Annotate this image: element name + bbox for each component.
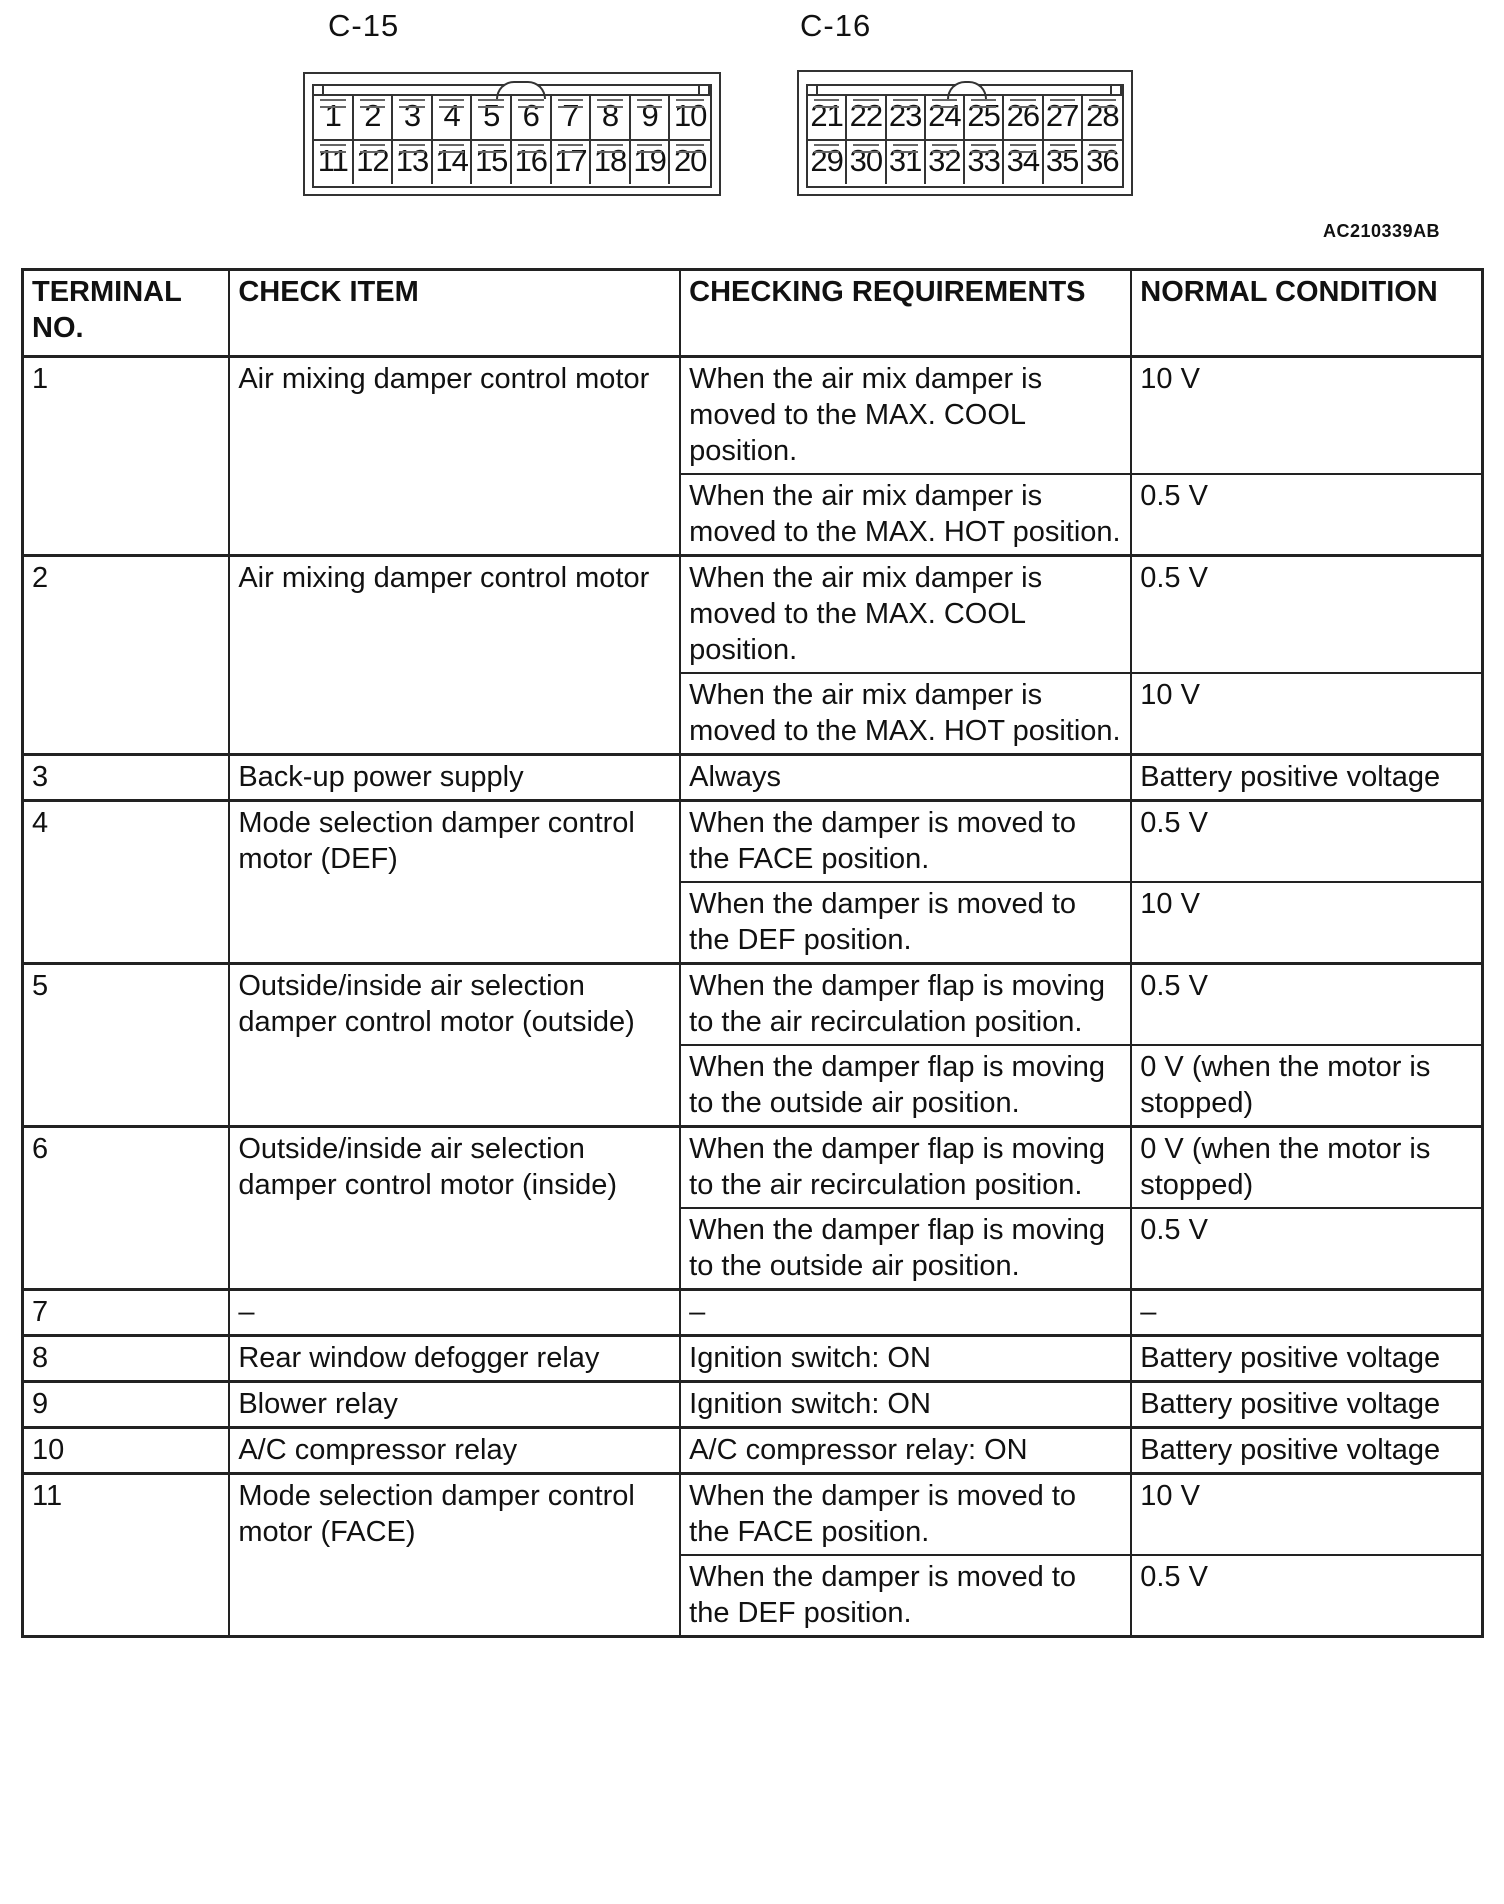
- connector-c16-pins: [808, 94, 1122, 184]
- connector-pin: 35: [1044, 139, 1083, 184]
- check-item-cell: Blower relay: [229, 1382, 680, 1428]
- normal-condition-cell: 10 V: [1131, 882, 1482, 964]
- checking-requirement-cell: Ignition switch: ON: [680, 1382, 1131, 1428]
- check-item-cell: –: [229, 1290, 680, 1336]
- check-item-cell: Rear window defogger relay: [229, 1336, 680, 1382]
- checking-requirement-cell: When the air mix damper is moved to the MAX. COOL position.: [680, 556, 1131, 674]
- checking-requirement-cell: –: [680, 1290, 1131, 1336]
- connector-pin: 1: [314, 94, 354, 139]
- connector-pin: 2: [354, 94, 394, 139]
- connector-pin: 28: [1083, 94, 1122, 139]
- checking-requirement-cell: When the damper is moved to the DEF position.: [680, 882, 1131, 964]
- check-item-cell: Outside/inside air selection damper control motor (outside): [229, 964, 680, 1127]
- connector-pin: 5: [472, 94, 512, 139]
- table-header-row: [23, 270, 1483, 357]
- normal-condition-cell: –: [1131, 1290, 1482, 1336]
- table-row: [23, 556, 1483, 674]
- header-normal-condition: NORMAL CONDITION: [1131, 270, 1482, 357]
- connector-pin: 14: [433, 139, 473, 184]
- connector-pin: 20: [670, 139, 710, 184]
- header-checking-requirements: CHECKING REQUIREMENTS: [680, 270, 1131, 357]
- connector-pin: 21: [808, 94, 847, 139]
- checking-requirement-cell: When the air mix damper is moved to the MAX. HOT position.: [680, 673, 1131, 755]
- normal-condition-cell: 0.5 V: [1131, 1555, 1482, 1637]
- terminal-number-cell: 11: [23, 1474, 230, 1637]
- table-row: [23, 357, 1483, 475]
- connector-pin: 31: [887, 139, 926, 184]
- normal-condition-cell: 0.5 V: [1131, 964, 1482, 1046]
- normal-condition-cell: 0.5 V: [1131, 801, 1482, 883]
- connector-pin: 10: [670, 94, 710, 139]
- normal-condition-cell: 10 V: [1131, 673, 1482, 755]
- table-row: [23, 1382, 1483, 1428]
- connector-pin: 19: [631, 139, 671, 184]
- checking-requirement-cell: A/C compressor relay: ON: [680, 1428, 1131, 1474]
- connector-pin: 36: [1083, 139, 1122, 184]
- normal-condition-cell: Battery positive voltage: [1131, 1428, 1482, 1474]
- connector-pin: 22: [847, 94, 886, 139]
- terminal-number-cell: 4: [23, 801, 230, 964]
- connector-pin: 13: [393, 139, 433, 184]
- terminal-check-table: [21, 268, 1484, 1638]
- checking-requirement-cell: Always: [680, 755, 1131, 801]
- checking-requirement-cell: Ignition switch: ON: [680, 1336, 1131, 1382]
- normal-condition-cell: 0.5 V: [1131, 1208, 1482, 1290]
- normal-condition-cell: 0 V (when the motor is stopped): [1131, 1127, 1482, 1209]
- connector-c16-diagram: [797, 70, 1133, 196]
- checking-requirement-cell: When the damper is moved to the FACE position.: [680, 801, 1131, 883]
- normal-condition-cell: Battery positive voltage: [1131, 755, 1482, 801]
- connector-pin: 9: [631, 94, 671, 139]
- checking-requirement-cell: When the damper is moved to the FACE position.: [680, 1474, 1131, 1556]
- connector-pin: 32: [926, 139, 965, 184]
- terminal-number-cell: 2: [23, 556, 230, 755]
- header-terminal-no: TERMINAL NO.: [23, 270, 230, 357]
- normal-condition-cell: 0 V (when the motor is stopped): [1131, 1045, 1482, 1127]
- table-row: [23, 1127, 1483, 1209]
- check-item-cell: Air mixing damper control motor: [229, 357, 680, 556]
- checking-requirement-cell: When the damper flap is moving to the outside air position.: [680, 1045, 1131, 1127]
- header-check-item: CHECK ITEM: [229, 270, 680, 357]
- checking-requirement-cell: When the damper flap is moving to the air recirculation position.: [680, 964, 1131, 1046]
- connector-label-c16: C-16: [800, 8, 872, 43]
- connector-pin: 11: [314, 139, 354, 184]
- normal-condition-cell: 0.5 V: [1131, 556, 1482, 674]
- checking-requirement-cell: When the air mix damper is moved to the MAX. HOT position.: [680, 474, 1131, 556]
- table-row: [23, 964, 1483, 1046]
- connector-pin: 12: [354, 139, 394, 184]
- connector-pin: 33: [965, 139, 1004, 184]
- connector-pin: 18: [591, 139, 631, 184]
- connector-pin: 6: [512, 94, 552, 139]
- checking-requirement-cell: When the damper flap is moving to the outside air position.: [680, 1208, 1131, 1290]
- connector-pin: 17: [552, 139, 592, 184]
- check-item-cell: Mode selection damper control motor (DEF): [229, 801, 680, 964]
- normal-condition-cell: 10 V: [1131, 1474, 1482, 1556]
- connector-pin: 7: [552, 94, 592, 139]
- table-body: [23, 357, 1483, 1637]
- terminal-number-cell: 6: [23, 1127, 230, 1290]
- connector-pin: 23: [887, 94, 926, 139]
- terminal-number-cell: 7: [23, 1290, 230, 1336]
- terminal-number-cell: 5: [23, 964, 230, 1127]
- checking-requirement-cell: When the damper flap is moving to the air recirculation position.: [680, 1127, 1131, 1209]
- checking-requirement-cell: When the air mix damper is moved to the MAX. COOL position.: [680, 357, 1131, 475]
- table-row: [23, 801, 1483, 883]
- normal-condition-cell: Battery positive voltage: [1131, 1336, 1482, 1382]
- normal-condition-cell: Battery positive voltage: [1131, 1382, 1482, 1428]
- table-row: [23, 1474, 1483, 1556]
- table-row: [23, 1428, 1483, 1474]
- connector-pin: 30: [847, 139, 886, 184]
- connector-pin: 26: [1004, 94, 1043, 139]
- connector-pin: 34: [1004, 139, 1043, 184]
- connector-c15-diagram: [303, 72, 721, 196]
- table-row: [23, 1290, 1483, 1336]
- terminal-number-cell: 10: [23, 1428, 230, 1474]
- diagram-id: AC210339AB: [1323, 221, 1441, 241]
- table-row: [23, 1336, 1483, 1382]
- connector-pin: 15: [472, 139, 512, 184]
- check-item-cell: A/C compressor relay: [229, 1428, 680, 1474]
- check-item-cell: Air mixing damper control motor: [229, 556, 680, 755]
- connector-pin: 3: [393, 94, 433, 139]
- connector-pin: 8: [591, 94, 631, 139]
- checking-requirement-cell: When the damper is moved to the DEF position.: [680, 1555, 1131, 1637]
- connector-c15-pins: [314, 94, 710, 184]
- check-item-cell: Outside/inside air selection damper control motor (inside): [229, 1127, 680, 1290]
- connector-pin: 16: [512, 139, 552, 184]
- normal-condition-cell: 0.5 V: [1131, 474, 1482, 556]
- check-item-cell: Mode selection damper control motor (FACE): [229, 1474, 680, 1637]
- terminal-number-cell: 9: [23, 1382, 230, 1428]
- terminal-number-cell: 1: [23, 357, 230, 556]
- connector-pin: 24: [926, 94, 965, 139]
- connector-pin: 4: [433, 94, 473, 139]
- connector-label-c15: C-15: [328, 8, 400, 43]
- connector-pin: 27: [1044, 94, 1083, 139]
- terminal-number-cell: 8: [23, 1336, 230, 1382]
- connector-pin: 25: [965, 94, 1004, 139]
- connector-pin: 29: [808, 139, 847, 184]
- normal-condition-cell: 10 V: [1131, 357, 1482, 475]
- table-row: [23, 755, 1483, 801]
- terminal-number-cell: 3: [23, 755, 230, 801]
- check-item-cell: Back-up power supply: [229, 755, 680, 801]
